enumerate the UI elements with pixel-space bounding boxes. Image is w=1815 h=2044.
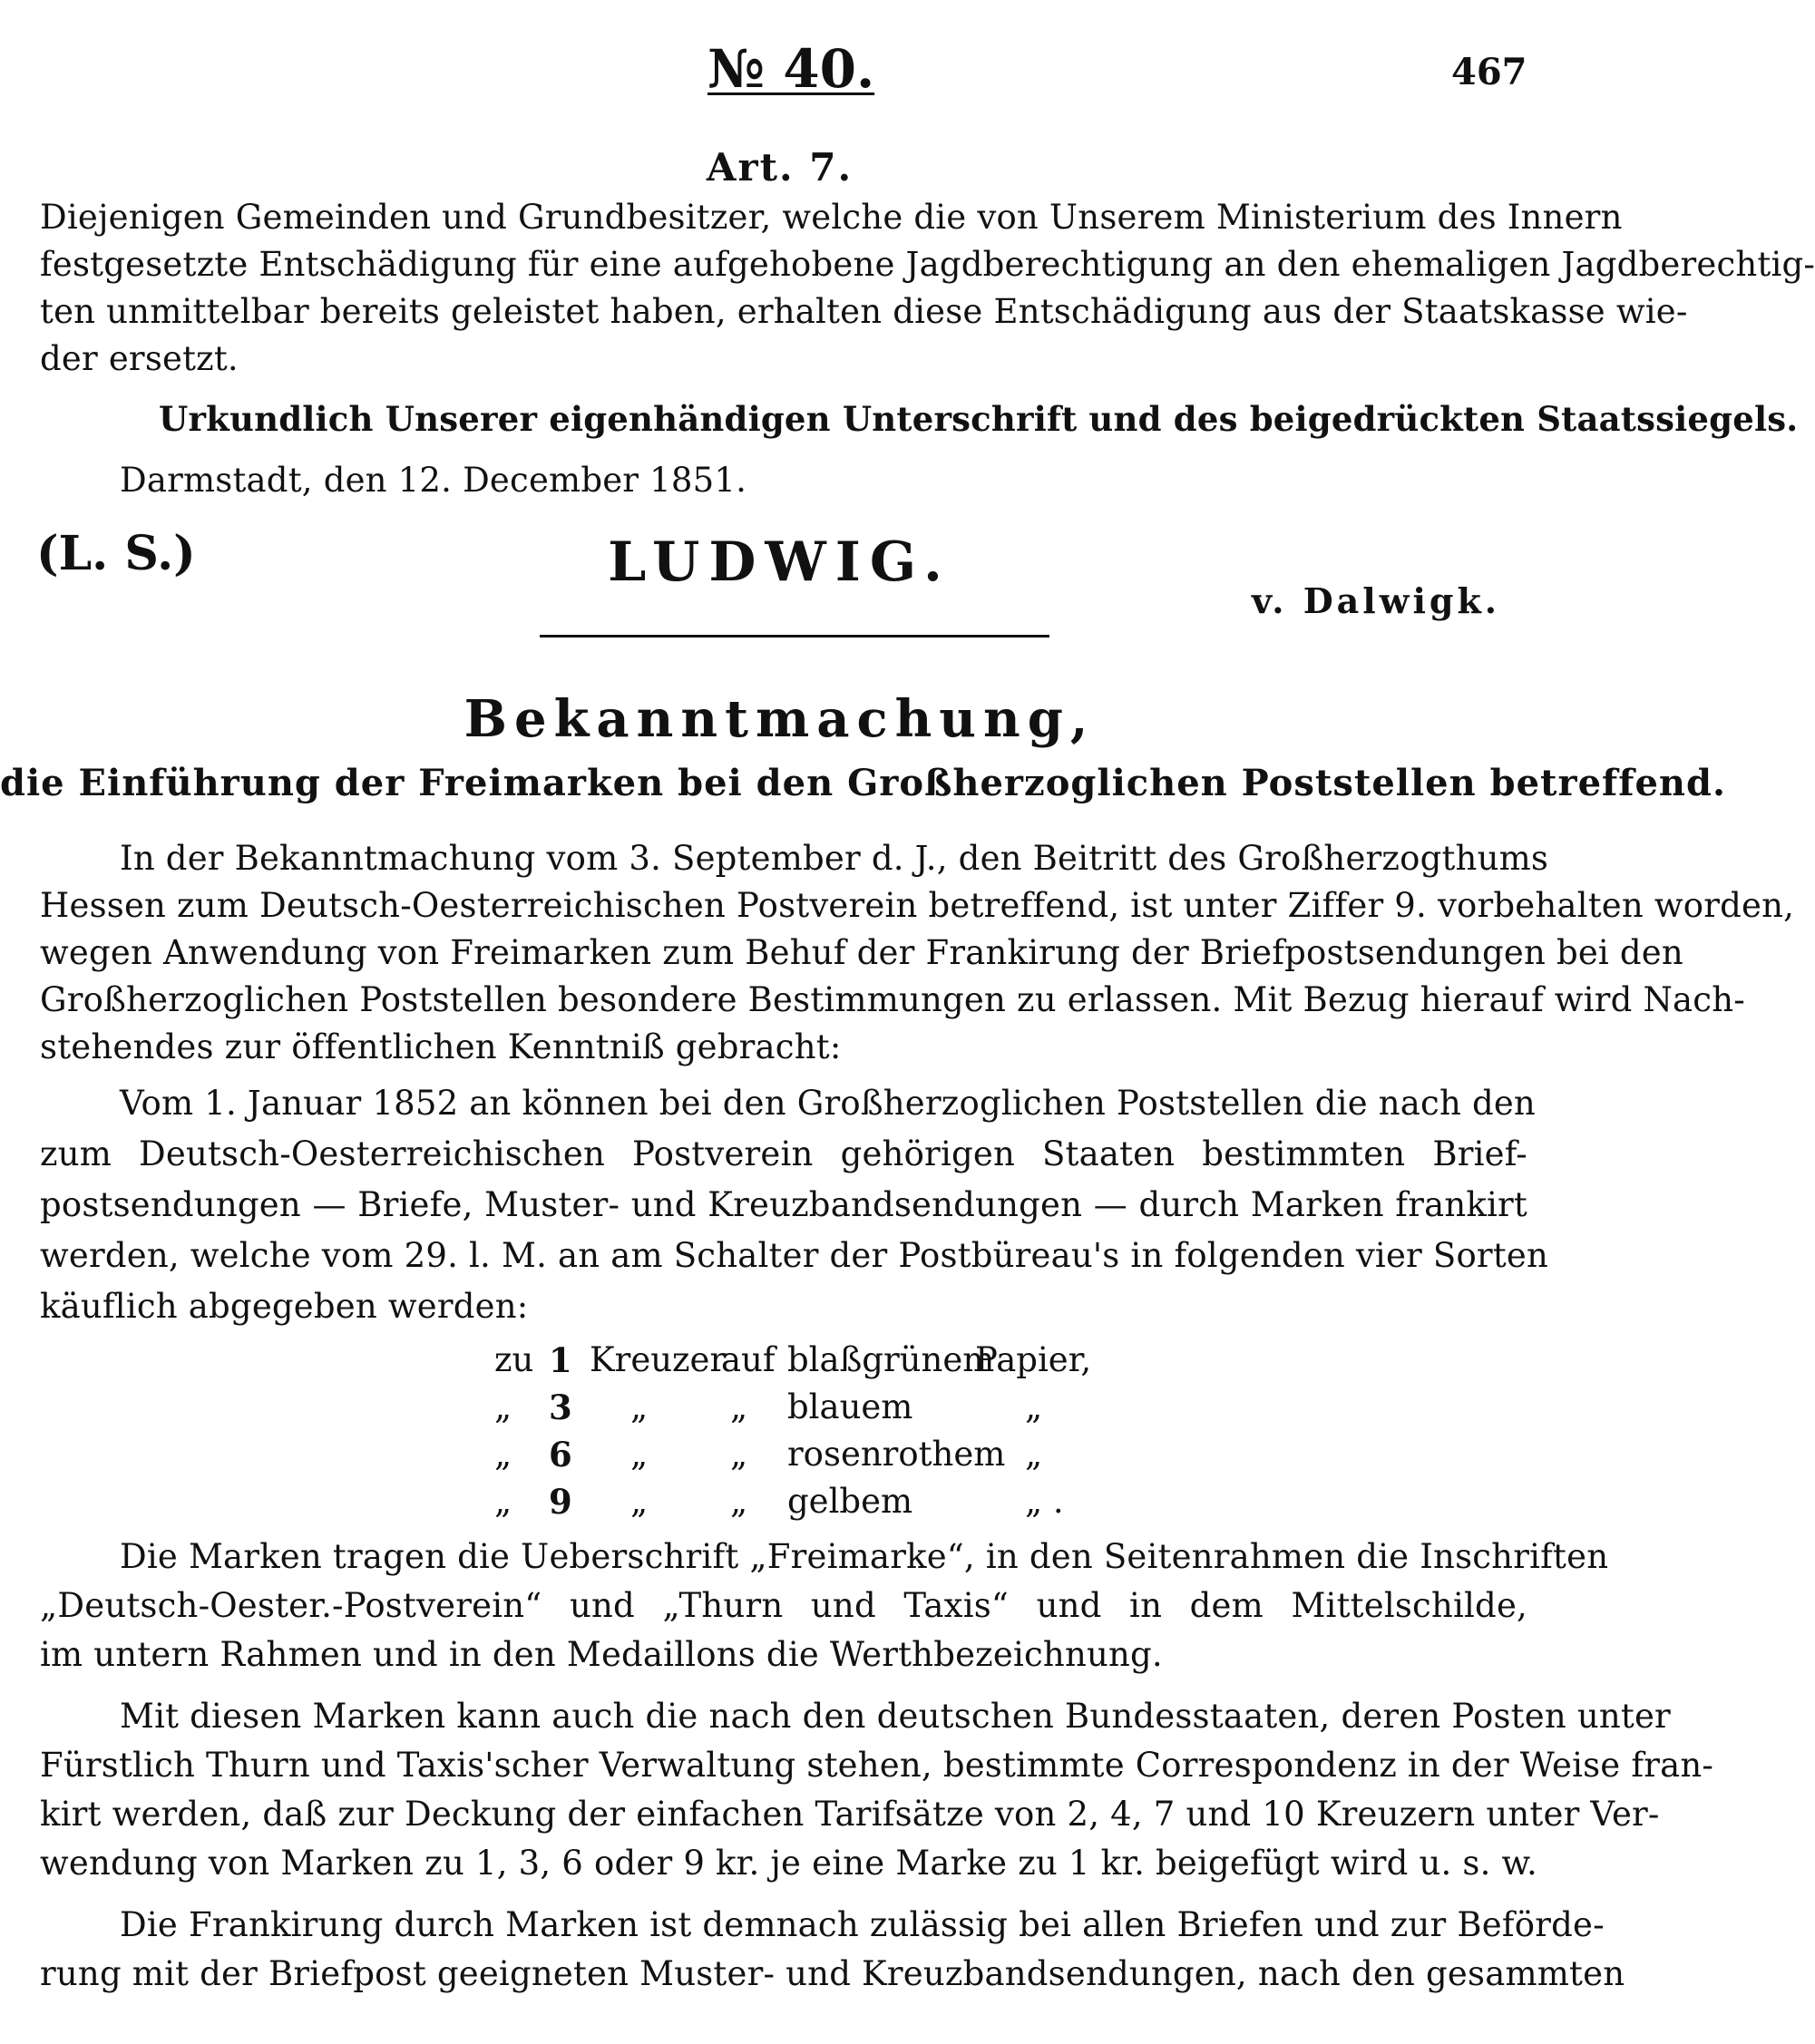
paragraph-line: wegen Anwendung von Freimarken zum Behuf der Frankirung der Briefpostsendungen bei den <box>40 933 1683 972</box>
stamp-on: „ <box>730 1482 748 1521</box>
stamp-on: „ <box>730 1435 748 1474</box>
stamp-row <box>0 1387 1559 1429</box>
stamp-color: rosenrothem <box>787 1435 1006 1474</box>
stamp-color: blauem <box>787 1387 913 1426</box>
ruler-signature: LUDWIG. <box>608 530 951 594</box>
stamp-value: 9 <box>549 1482 572 1522</box>
paragraph-line: „Deutsch-Oester.-Postverein“ und „Thurn und Taxis“ und in dem Mittelschilde, <box>40 1586 1527 1625</box>
paragraph-line: wendung von Marken zu 1, 3, 6 oder 9 kr. je eine Marke zu 1 kr. beigefügt wird u. s. w. <box>40 1844 1537 1883</box>
section-divider <box>540 635 1049 638</box>
stamp-color: blaßgrünem <box>787 1340 995 1379</box>
stamp-paper: „ <box>1025 1387 1043 1426</box>
paragraph-line: Die Marken tragen die Ueberschrift „Freimarke“, in den Seitenrahmen die Inschriften <box>120 1537 1609 1576</box>
issue-number: № 40. <box>707 38 875 100</box>
stamp-color: gelbem <box>787 1482 913 1521</box>
announcement-title: Bekanntmachung, <box>464 689 1096 749</box>
stamp-prefix: zu <box>494 1340 534 1379</box>
stamp-value: 3 <box>549 1387 572 1427</box>
stamp-paper: Papier, <box>975 1340 1092 1379</box>
article-heading: Art. 7. <box>706 145 854 190</box>
paragraph-line: Großherzoglichen Poststellen besondere Bestimmungen zu erlassen. Mit Bezug hierauf wird Nach- <box>40 980 1745 1019</box>
paragraph-line: im untern Rahmen und in den Medaillons die Werthbezeichnung. <box>40 1635 1163 1674</box>
article-line: Diejenigen Gemeinden und Grundbesitzer, welche die von Unserem Ministerium des Innern <box>40 198 1623 237</box>
paragraph-line: Die Frankirung durch Marken ist demnach zulässig bei allen Briefen und zur Beförde- <box>120 1905 1605 1944</box>
minister-signature: v. Dalwigk. <box>1252 580 1501 621</box>
paragraph-line: zum Deutsch-Oesterreichischen Postverein gehörigen Staaten bestimmten Brief- <box>40 1134 1527 1173</box>
paragraph-line: In der Bekanntmachung vom 3. September d. J., den Beitritt des Großherzogthums <box>120 839 1549 878</box>
paragraph-line: rung mit der Briefpost geeigneten Muster- und Kreuzbandsendungen, nach den gesammten <box>40 1954 1625 1993</box>
page-number: 467 <box>1451 51 1527 93</box>
stamp-value: 1 <box>549 1340 572 1380</box>
stamp-prefix: „ <box>494 1435 512 1474</box>
paragraph-line: Fürstlich Thurn und Taxis'scher Verwaltung stehen, bestimmte Correspondenz in der Weise fran- <box>40 1746 1714 1785</box>
stamp-prefix: „ <box>494 1482 512 1521</box>
paragraph-line: werden, welche vom 29. l. M. an am Schalter der Postbüreau's in folgenden vier Sorten <box>40 1236 1549 1275</box>
attestation: Urkundlich Unserer eigenhändigen Unterschrift und des beigedrückten Staatssiegels. <box>159 399 1799 439</box>
stamp-on: „ <box>730 1387 748 1426</box>
stamp-paper: „ . <box>1025 1482 1064 1521</box>
stamp-paper: „ <box>1025 1435 1043 1474</box>
seal-mark: (L. S.) <box>36 526 196 581</box>
paragraph-line: Vom 1. Januar 1852 an können bei den Großherzoglichen Poststellen die nach den <box>120 1084 1536 1123</box>
stamp-on: auf <box>721 1340 776 1379</box>
place-date: Darmstadt, den 12. December 1851. <box>120 461 747 500</box>
article-line: der ersetzt. <box>40 339 239 378</box>
stamp-row <box>0 1482 1559 1523</box>
stamp-unit: Kreuzer <box>590 1340 727 1379</box>
paragraph-line: Mit diesen Marken kann auch die nach den deutschen Bundesstaaten, deren Posten unter <box>120 1697 1671 1736</box>
stamp-prefix: „ <box>494 1387 512 1426</box>
paragraph-line: kirt werden, daß zur Deckung der einfachen Tarifsätze von 2, 4, 7 und 10 Kreuzern unter Ver- <box>40 1795 1660 1834</box>
stamp-unit: „ <box>630 1482 649 1521</box>
article-line: ten unmittelbar bereits geleistet haben, erhalten diese Entschädigung aus der Staatskasse wie- <box>40 292 1688 331</box>
article-line: festgesetzte Entschädigung für eine aufgehobene Jagdberechtigung an den ehemaligen Jagdberechtig- <box>40 245 1815 284</box>
stamp-unit: „ <box>630 1387 649 1426</box>
stamp-unit: „ <box>630 1435 649 1474</box>
announcement-subtitle: die Einführung der Freimarken bei den Großherzoglichen Poststellen betreffend. <box>0 762 1726 804</box>
stamp-row <box>0 1340 1559 1382</box>
paragraph-line: stehendes zur öffentlichen Kenntniß gebracht: <box>40 1027 842 1066</box>
paragraph-line: Hessen zum Deutsch-Oesterreichischen Postverein betreffend, ist unter Ziffer 9. vorbehalten worden, <box>40 886 1795 925</box>
paragraph-line: käuflich abgegeben werden: <box>40 1287 529 1326</box>
stamp-row <box>0 1435 1559 1476</box>
paragraph-line: postsendungen — Briefe, Muster- und Kreuzbandsendungen — durch Marken frankirt <box>40 1185 1527 1224</box>
stamp-value: 6 <box>549 1435 572 1475</box>
